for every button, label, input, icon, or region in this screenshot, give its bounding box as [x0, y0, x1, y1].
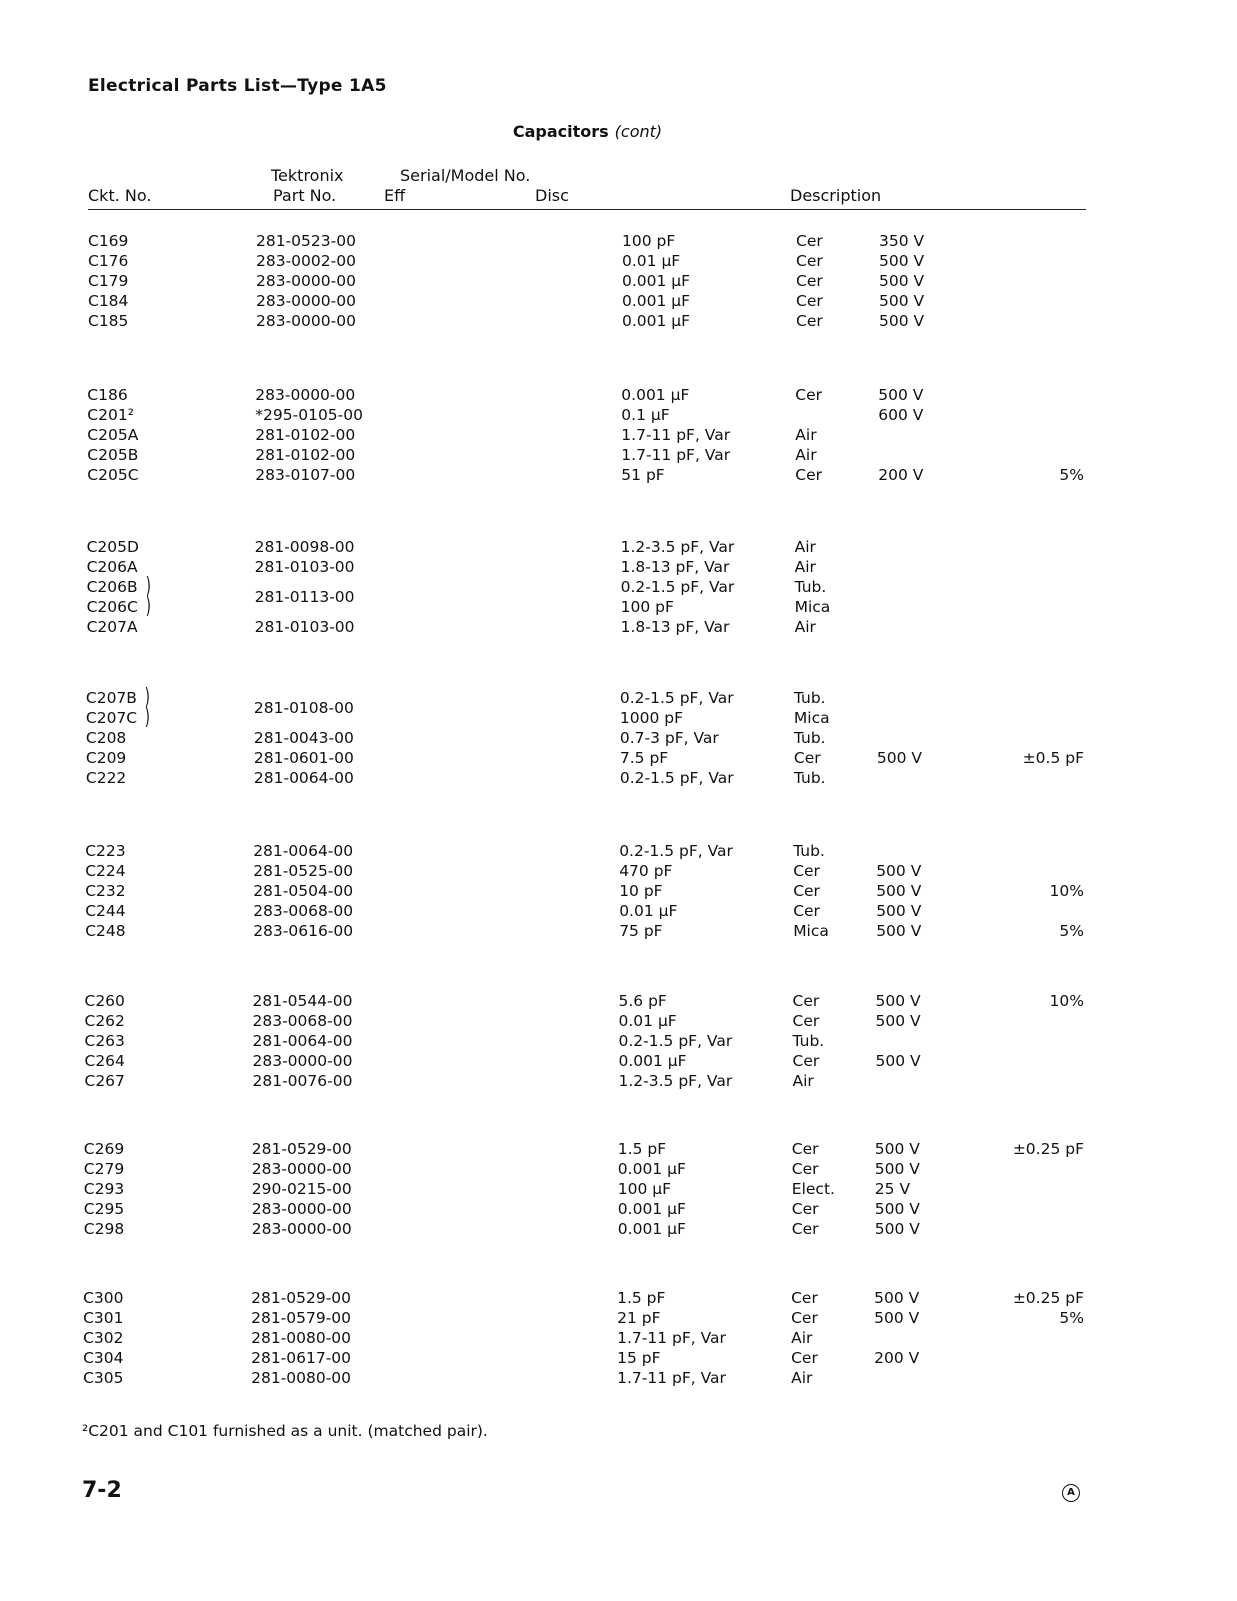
ckt-no-cell: C269 — [83, 1140, 125, 1158]
part-no-cell: 281-0064-00 — [253, 769, 354, 787]
voltage-cell: 200 V — [878, 466, 924, 484]
part-no-cell: 281-0064-00 — [252, 1032, 353, 1050]
part-no-cell: 281-0544-00 — [252, 992, 353, 1010]
tolerance-cell: 5% — [1059, 466, 1084, 484]
part-no-cell: 283-0000-00 — [251, 1220, 352, 1238]
bracket-icon: ) — [144, 685, 150, 710]
dielectric-cell: Cer — [791, 1200, 819, 1218]
part-no-cell: 283-0000-00 — [251, 1200, 352, 1218]
value-cell: 15 pF — [617, 1349, 661, 1367]
value-cell: 1.7-11 pF, Var — [621, 426, 731, 444]
ckt-no-cell: C232 — [85, 882, 126, 900]
dielectric-cell: Tub. — [793, 842, 825, 860]
dielectric-cell: Cer — [792, 992, 820, 1010]
part-no-cell: 283-0000-00 — [256, 272, 356, 290]
value-cell: 1.7-11 pF, Var — [617, 1329, 726, 1347]
voltage-cell: 500 V — [874, 1140, 920, 1158]
bracket-icon: ) — [145, 594, 151, 619]
part-no-cell: *295-0105-00 — [255, 406, 363, 424]
part-no-cell: 281-0080-00 — [251, 1369, 352, 1387]
ckt-no-cell: C185 — [88, 312, 129, 330]
value-cell: 7.5 pF — [619, 749, 669, 767]
part-no-cell: 281-0529-00 — [251, 1289, 352, 1307]
section-title-text: Capacitors — [512, 122, 609, 141]
dielectric-cell: Air — [795, 426, 817, 444]
ckt-no-cell: C260 — [84, 992, 125, 1010]
dielectric-cell: Mica — [793, 709, 830, 727]
tolerance-cell: ±0.25 pF — [1012, 1289, 1084, 1307]
voltage-cell: 500 V — [874, 1220, 920, 1238]
dielectric-cell: Air — [791, 1329, 813, 1347]
value-cell: 1.5 pF — [617, 1289, 666, 1307]
value-cell: 0.001 μF — [622, 272, 691, 290]
value-cell: 5.6 pF — [618, 992, 667, 1010]
part-no-cell: 281-0113-00 — [254, 588, 355, 606]
tolerance-cell: 5% — [1059, 922, 1084, 940]
part-no-cell: 281-0579-00 — [251, 1309, 352, 1327]
dielectric-cell: Cer — [795, 386, 823, 404]
voltage-cell: 500 V — [876, 882, 922, 900]
dielectric-cell: Cer — [796, 232, 823, 250]
value-cell: 1.7-11 pF, Var — [617, 1369, 726, 1387]
ckt-no-cell: C206B — [86, 578, 138, 596]
part-no-cell: 281-0523-00 — [256, 232, 356, 250]
section-title-note: (cont) — [614, 122, 663, 141]
voltage-cell: 500 V — [874, 1160, 920, 1178]
ckt-no-cell: C169 — [88, 232, 129, 250]
part-no-cell: 283-0107-00 — [255, 466, 356, 484]
col-part-no: Part No. — [273, 186, 337, 205]
value-cell: 0.001 μF — [617, 1200, 686, 1218]
ckt-no-cell: C209 — [85, 749, 127, 767]
ckt-no-cell: C206A — [86, 558, 138, 576]
part-no-cell: 283-0616-00 — [253, 922, 354, 940]
voltage-cell: 500 V — [878, 386, 924, 404]
value-cell: 1.5 pF — [617, 1140, 667, 1158]
ckt-no-cell: C206C — [86, 598, 138, 616]
voltage-cell: 500 V — [879, 252, 925, 270]
value-cell: 0.001 μF — [622, 292, 691, 310]
voltage-cell: 500 V — [875, 1052, 921, 1070]
dielectric-cell: Tub. — [792, 1032, 825, 1050]
part-no-cell: 281-0098-00 — [254, 538, 355, 556]
dielectric-cell: Cer — [796, 252, 823, 270]
dielectric-cell: Cer — [791, 1220, 819, 1238]
edition-mark: A — [1062, 1484, 1080, 1502]
part-no-cell: 281-0601-00 — [253, 749, 354, 767]
part-no-cell: 281-0504-00 — [253, 882, 354, 900]
voltage-cell: 500 V — [874, 1289, 920, 1307]
dielectric-cell: Air — [791, 1369, 813, 1387]
part-no-cell: 283-0068-00 — [253, 902, 354, 920]
dielectric-cell: Cer — [791, 1349, 818, 1367]
ckt-no-cell: C207B — [85, 689, 137, 707]
value-cell: 51 pF — [621, 466, 665, 484]
ckt-no-cell: C207C — [85, 709, 138, 727]
value-cell: 0.001 μF — [622, 312, 691, 330]
dielectric-cell: Cer — [791, 1160, 819, 1178]
part-no-cell: 283-0000-00 — [251, 1160, 352, 1178]
dielectric-cell: Cer — [793, 882, 820, 900]
part-no-cell: 281-0080-00 — [251, 1329, 352, 1347]
dielectric-cell: Cer — [791, 1140, 819, 1158]
dielectric-cell: Cer — [793, 902, 820, 920]
col-ckt-no: Ckt. No. — [88, 186, 152, 205]
value-cell: 75 pF — [619, 922, 663, 940]
dielectric-cell: Cer — [796, 312, 823, 330]
part-no-cell: 281-0525-00 — [253, 862, 354, 880]
value-cell: 10 pF — [619, 882, 663, 900]
voltage-cell: 500 V — [875, 992, 921, 1010]
part-no-cell: 283-0002-00 — [256, 252, 356, 270]
part-no-cell: 281-0529-00 — [251, 1140, 352, 1158]
value-cell: 1.8-13 pF, Var — [620, 618, 730, 636]
ckt-no-cell: C207A — [86, 618, 138, 636]
bracket-icon: ) — [145, 574, 151, 599]
col-eff: Eff — [384, 186, 406, 205]
value-cell: 0.001 μF — [621, 386, 690, 404]
page-number: 7-2 — [82, 1478, 122, 1503]
ckt-no-cell: C248 — [85, 922, 126, 940]
ckt-no-cell: C179 — [88, 272, 129, 290]
voltage-cell: 500 V — [876, 749, 923, 767]
ckt-no-cell: C201² — [87, 406, 134, 424]
voltage-cell: 500 V — [876, 902, 922, 920]
part-no-cell: 281-0617-00 — [251, 1349, 352, 1367]
ckt-no-cell: C304 — [83, 1349, 124, 1367]
dielectric-cell: Air — [792, 1072, 814, 1090]
ckt-no-cell: C264 — [84, 1052, 125, 1070]
ckt-no-cell: C184 — [88, 292, 129, 310]
tolerance-cell: ±0.25 pF — [1012, 1140, 1084, 1158]
voltage-cell: 500 V — [874, 1309, 920, 1327]
tolerance-cell: 10% — [1049, 882, 1084, 900]
voltage-cell: 500 V — [876, 922, 922, 940]
value-cell: 0.01 μF — [622, 252, 681, 270]
value-cell: 1.7-11 pF, Var — [621, 446, 731, 464]
dielectric-cell: Cer — [796, 272, 823, 290]
part-no-cell: 281-0064-00 — [253, 842, 354, 860]
bracket-icon: ) — [144, 705, 150, 730]
value-cell: 100 μF — [617, 1180, 672, 1198]
dielectric-cell: Cer — [793, 749, 821, 767]
ckt-no-cell: C223 — [85, 842, 126, 860]
dielectric-cell: Air — [794, 538, 816, 556]
dielectric-cell: Air — [795, 446, 817, 464]
value-cell: 0.01 μF — [619, 902, 678, 920]
value-cell: 1.2-3.5 pF, Var — [618, 1072, 733, 1090]
value-cell: 0.01 μF — [618, 1012, 677, 1030]
ckt-no-cell: C295 — [83, 1200, 125, 1218]
value-cell: 0.2-1.5 pF, Var — [619, 769, 734, 787]
page-header: Electrical Parts List—Type 1A5 — [88, 76, 387, 96]
part-no-cell: 281-0076-00 — [252, 1072, 353, 1090]
value-cell: 0.001 μF — [618, 1052, 687, 1070]
ckt-no-cell: C279 — [83, 1160, 125, 1178]
voltage-cell: 500 V — [879, 292, 925, 310]
ckt-no-cell: C205D — [86, 538, 139, 556]
ckt-no-cell: C300 — [83, 1289, 124, 1307]
dielectric-cell: Cer — [792, 1052, 820, 1070]
ckt-no-cell: C293 — [83, 1180, 125, 1198]
voltage-cell: 500 V — [874, 1200, 920, 1218]
col-disc: Disc — [535, 186, 569, 205]
value-cell: 0.2-1.5 pF, Var — [618, 1032, 733, 1050]
ckt-no-cell: C176 — [88, 252, 129, 270]
ckt-no-cell: C263 — [84, 1032, 125, 1050]
value-cell: 1000 pF — [619, 709, 684, 727]
value-cell: 100 pF — [622, 232, 676, 250]
ckt-no-cell: C208 — [85, 729, 127, 747]
part-no-cell: 281-0102-00 — [255, 426, 356, 444]
value-cell: 100 pF — [620, 598, 674, 616]
dielectric-cell: Tub. — [793, 769, 826, 787]
tolerance-cell: 10% — [1049, 992, 1084, 1010]
ckt-no-cell: C298 — [83, 1220, 125, 1238]
ckt-no-cell: C224 — [85, 862, 126, 880]
value-cell: 1.8-13 pF, Var — [620, 558, 730, 576]
dielectric-cell: Cer — [791, 1289, 818, 1307]
dielectric-cell: Tub. — [793, 689, 826, 707]
ckt-no-cell: C186 — [87, 386, 128, 404]
part-no-cell: 283-0000-00 — [256, 312, 356, 330]
dielectric-cell: Mica — [793, 922, 829, 940]
value-cell: 0.2-1.5 pF, Var — [619, 689, 734, 707]
dielectric-cell: Tub. — [793, 729, 826, 747]
voltage-cell: 600 V — [878, 406, 924, 424]
part-no-cell: 290-0215-00 — [251, 1180, 352, 1198]
value-cell: 470 pF — [619, 862, 673, 880]
ckt-no-cell: C205A — [87, 426, 139, 444]
tolerance-cell: ±0.5 pF — [1022, 749, 1084, 767]
part-no-cell: 283-0000-00 — [256, 292, 356, 310]
footnote: ²C201 and C101 furnished as a unit. (matched pair). — [82, 1422, 488, 1440]
tolerance-cell: 5% — [1059, 1309, 1084, 1327]
voltage-cell: 500 V — [879, 272, 925, 290]
ckt-no-cell: C205B — [87, 446, 139, 464]
dielectric-cell: Air — [794, 618, 816, 636]
value-cell: 0.7-3 pF, Var — [619, 729, 719, 747]
part-no-cell: 283-0068-00 — [252, 1012, 353, 1030]
value-cell: 0.001 μF — [617, 1220, 686, 1238]
dielectric-cell: Mica — [794, 598, 831, 616]
dielectric-cell: Elect. — [791, 1180, 835, 1198]
dielectric-cell: Cer — [791, 1309, 818, 1327]
part-no-cell: 281-0043-00 — [253, 729, 354, 747]
col-tektronix-line1: Tektronix — [271, 166, 344, 185]
dielectric-cell: Cer — [793, 862, 820, 880]
col-description: Description — [790, 186, 882, 205]
voltage-cell: 350 V — [879, 232, 925, 250]
ckt-no-cell: C222 — [85, 769, 127, 787]
part-no-cell: 281-0103-00 — [254, 558, 355, 576]
voltage-cell: 200 V — [874, 1349, 920, 1367]
voltage-cell: 500 V — [875, 1012, 921, 1030]
value-cell: 0.1 μF — [621, 406, 670, 424]
voltage-cell: 500 V — [879, 312, 925, 330]
voltage-cell: 500 V — [876, 862, 922, 880]
ckt-no-cell: C301 — [83, 1309, 124, 1327]
part-no-cell: 281-0108-00 — [253, 699, 354, 717]
value-cell: 1.2-3.5 pF, Var — [620, 538, 735, 556]
col-serial-model-no: Serial/Model No. — [400, 166, 531, 185]
value-cell: 0.2-1.5 pF, Var — [619, 842, 733, 860]
ckt-no-cell: C244 — [85, 902, 126, 920]
value-cell: 0.001 μF — [617, 1160, 686, 1178]
dielectric-cell: Cer — [796, 292, 823, 310]
dielectric-cell: Cer — [795, 466, 823, 484]
part-no-cell: 281-0102-00 — [255, 446, 356, 464]
part-no-cell: 283-0000-00 — [252, 1052, 353, 1070]
ckt-no-cell: C305 — [83, 1369, 124, 1387]
part-no-cell: 283-0000-00 — [255, 386, 356, 404]
ckt-no-cell: C302 — [83, 1329, 124, 1347]
ckt-no-cell: C205C — [87, 466, 139, 484]
ckt-no-cell: C267 — [84, 1072, 125, 1090]
value-cell: 21 pF — [617, 1309, 661, 1327]
ckt-no-cell: C262 — [84, 1012, 125, 1030]
dielectric-cell: Tub. — [794, 578, 827, 596]
value-cell: 0.2-1.5 pF, Var — [620, 578, 735, 596]
voltage-cell: 25 V — [874, 1180, 911, 1198]
part-no-cell: 281-0103-00 — [254, 618, 355, 636]
dielectric-cell: Air — [794, 558, 816, 576]
dielectric-cell: Cer — [792, 1012, 820, 1030]
